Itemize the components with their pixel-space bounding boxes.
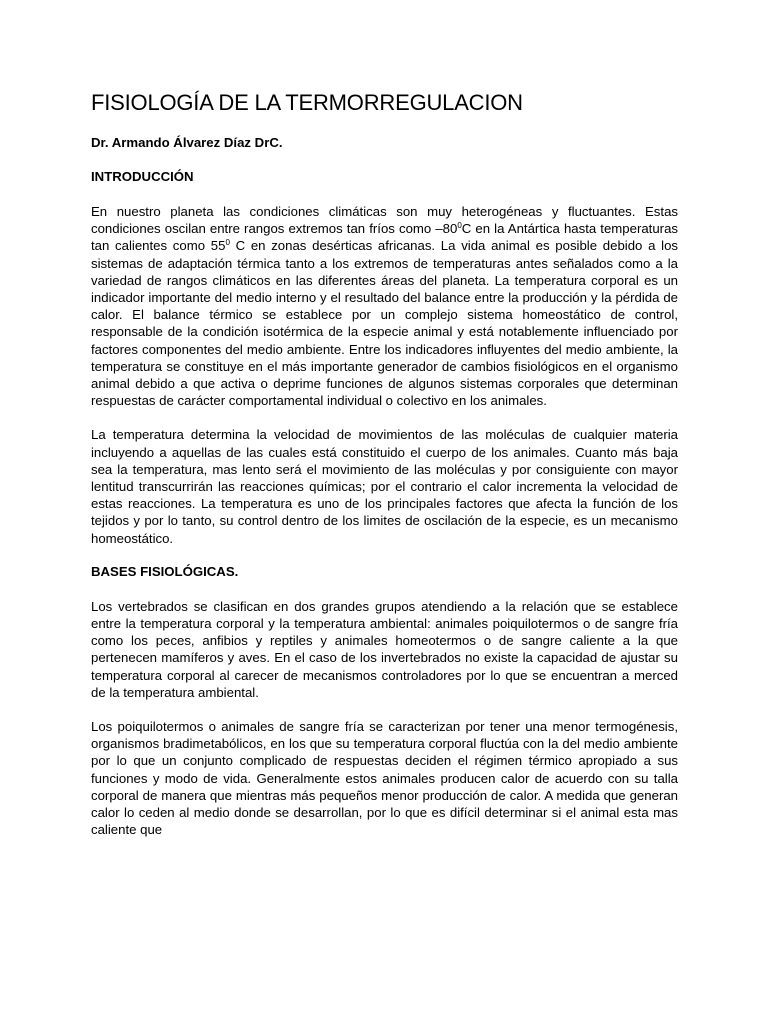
section-heading-bases-fisiologicas: BASES FISIOLÓGICAS. (91, 563, 239, 579)
paragraph-text: C en la Antártica hasta temperaturas tan calientes como 55 (91, 221, 678, 254)
paragraph-text: En nuestro planeta las condiciones climáticas son muy heterogéneas y fluctuantes. Estas condiciones oscilan entre rangos extremos tan fríos como –80 (91, 204, 678, 237)
paragraph-intro-2: La temperatura determina la velocidad de movimientos de las moléculas de cualquier materia incluyendo a aquellas de las cuales está constituido el cuerpo de los animales. Cuanto más baja sea la temperatura, mas lento será el movimiento de las moléculas y por consiguiente con mayor lentitud transcurrirán las reacciones químicas; por el contrario el calor incrementa la velocidad de estas reacciones. La temperatura es uno de los principales factores que afecta la función de los tejidos y por lo tanto, su control dentro de los limites de oscilación de la especie, es un mecanismo homeostático. (91, 427, 678, 546)
paragraph-text: C en zonas desérticas africanas. La vida animal es posible debido a los sistemas de adaptación térmica tanto a los extremos de temperaturas antes señalados como a la variedad de rangos climáticos en las diferentes áreas del planeta. La temperatura corporal es un indicador importante del medio interno y el resultado del balance entre la producción y la pérdida de calor. El balance térmico se establece por un complejo sistema homeostático de control, responsable de la condición isotérmica de la especie animal y está notablemente influenciado por factores componentes del medio ambiente. Entre los indicadores influyentes del medio ambiente, la temperatura se constituye en el más importante generador de cambios fisiológicos en el organismo animal debido a que activa o deprime funciones de algunos sistemas corporales que determinan respuestas de carácter comportamental individual o colectivo en los animales. (91, 238, 678, 409)
document-title: FISIOLOGÍA DE LA TERMORREGULACION (91, 90, 523, 115)
superscript-degree: 0 (225, 238, 230, 248)
section-heading-introduccion: INTRODUCCIÓN (91, 169, 194, 184)
paragraph-bases-1: Los vertebrados se clasifican en dos grandes grupos atendiendo a la relación que se establece entre la temperatura corporal y la temperatura ambiental: animales poiquilotermos o de sangre fría como los peces, anfibios y reptiles y animales homeotermos o de sangre caliente a la que pertenecen mamíferos y aves. En el caso de los invertebrados no existe la capacidad de ajustar su temperatura corporal al carecer de mecanismos controladores por lo que se encuentran a merced de la temperatura ambiental. (91, 598, 678, 700)
document-page (91, 88, 678, 839)
paragraph-bases-2: Los poiquilotermos o animales de sangre fría se caracterizan por tener una menor termogénesis, organismos bradimetabólicos, en los que su temperatura corporal fluctúa con la del medio ambiente por lo que un conjunto complicado de respuestas deciden el régimen térmico apropiado a sus funciones y modo de vida. Generalmente estos animales producen calor de acuerdo con su talla corporal de manera que mientras más pequeños menor producción de calor. A medida que generan calor lo ceden al medio donde se desarrollan, por lo que es difícil determinar si el animal esta mas caliente que (91, 719, 678, 838)
superscript-degree: 0 (457, 221, 462, 231)
author-line: Dr. Armando Álvarez Díaz DrC. (91, 135, 283, 150)
paragraph-intro-1 (91, 203, 678, 409)
